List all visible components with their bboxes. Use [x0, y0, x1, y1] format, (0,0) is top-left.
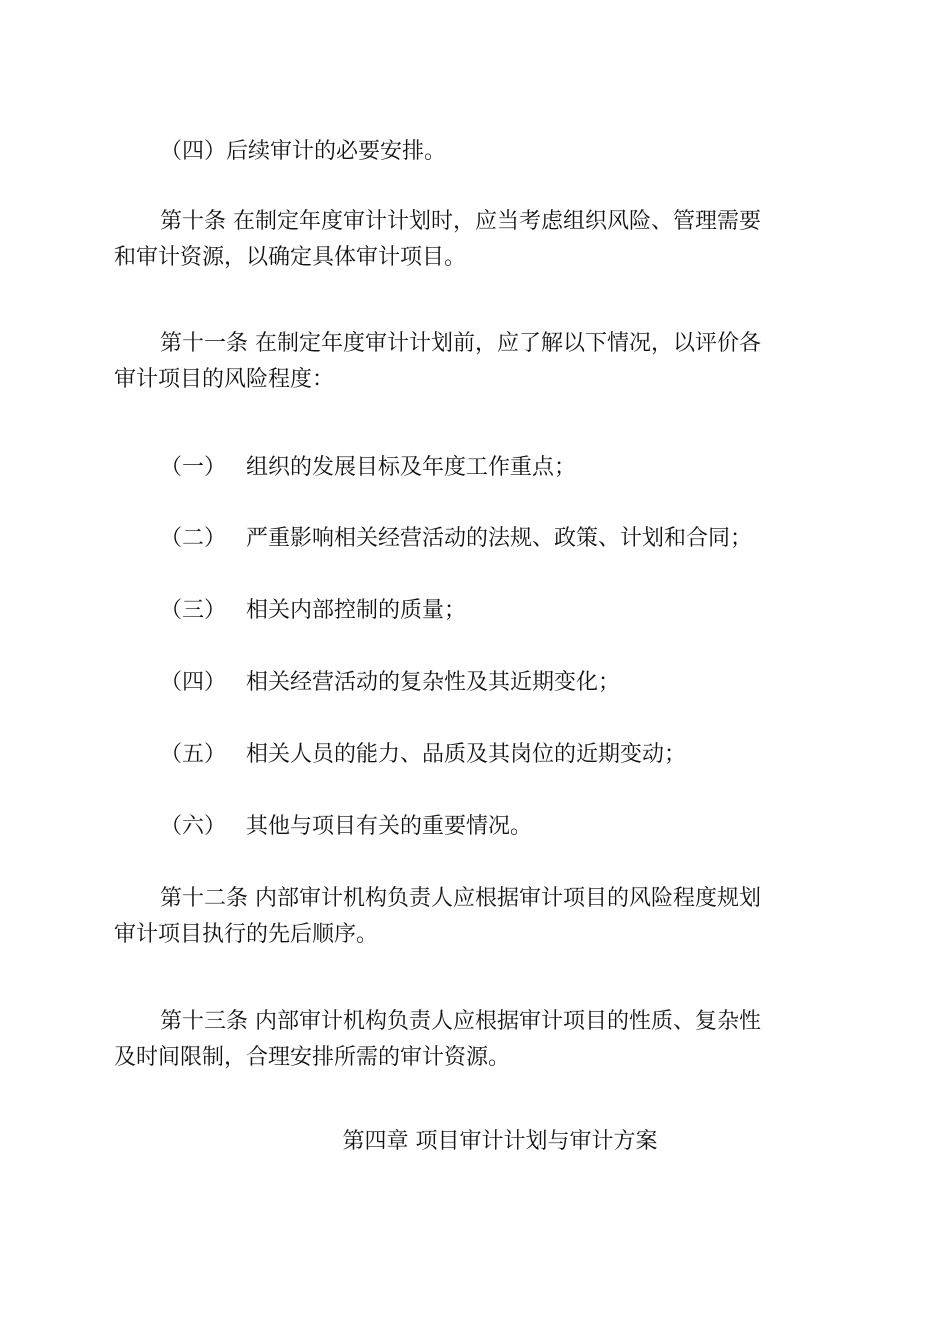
list-item-number: （二） — [160, 526, 227, 551]
article-12-line-1: 第十二条 内部审计机构负责人应根据审计项目的风险程度规划 — [160, 886, 761, 911]
list-item — [160, 450, 840, 486]
article-10-line-1: 第十条 在制定年度审计计划时，应当考虑组织风险、管理需要 — [160, 209, 761, 234]
list-item-text: 组织的发展目标及年度工作重点； — [246, 455, 577, 480]
list-item-number: （四） — [160, 670, 227, 695]
list-item-text: 其他与项目有关的重要情况。 — [246, 814, 533, 839]
list-item-text: 相关内部控制的质量； — [246, 598, 467, 623]
article-11 — [114, 326, 840, 398]
list-item-number: （六） — [160, 814, 227, 839]
article-13-line-2: 及时间限制，合理安排所需的审计资源。 — [114, 1045, 511, 1070]
paragraph-text: （四）后续审计的必要安排。 — [160, 139, 447, 164]
article-10 — [114, 204, 840, 276]
list-item-text: 相关经营活动的复杂性及其近期变化； — [246, 670, 621, 695]
list-item-text: 相关人员的能力、品质及其岗位的近期变动； — [246, 742, 687, 767]
list-item — [160, 593, 840, 629]
list-item — [160, 665, 840, 701]
article-11-line-2: 审计项目的风险程度： — [114, 367, 335, 392]
list-item-number: （五） — [160, 742, 227, 767]
list-item — [160, 521, 840, 557]
list-item — [160, 737, 840, 773]
article-11-line-1: 第十一条 在制定年度审计计划前，应了解以下情况，以评价各 — [160, 331, 761, 356]
article-12-line-2: 审计项目执行的先后顺序。 — [114, 922, 379, 947]
article-10-line-2: 和审计资源，以确定具体审计项目。 — [114, 245, 467, 270]
list-item-number: （一） — [160, 455, 227, 480]
paragraph-follow-up-arrangement — [160, 134, 840, 170]
list-item-text: 严重影响相关经营活动的法规、政策、计划和合同； — [246, 526, 753, 551]
article-13 — [114, 1004, 840, 1076]
chapter-heading: 第四章 项目审计计划与审计方案 — [342, 1129, 658, 1154]
article-13-line-1: 第十三条 内部审计机构负责人应根据审计项目的性质、复杂性 — [160, 1009, 761, 1034]
article-12 — [114, 881, 840, 953]
list-item-number: （三） — [160, 598, 227, 623]
list-item — [160, 809, 840, 845]
